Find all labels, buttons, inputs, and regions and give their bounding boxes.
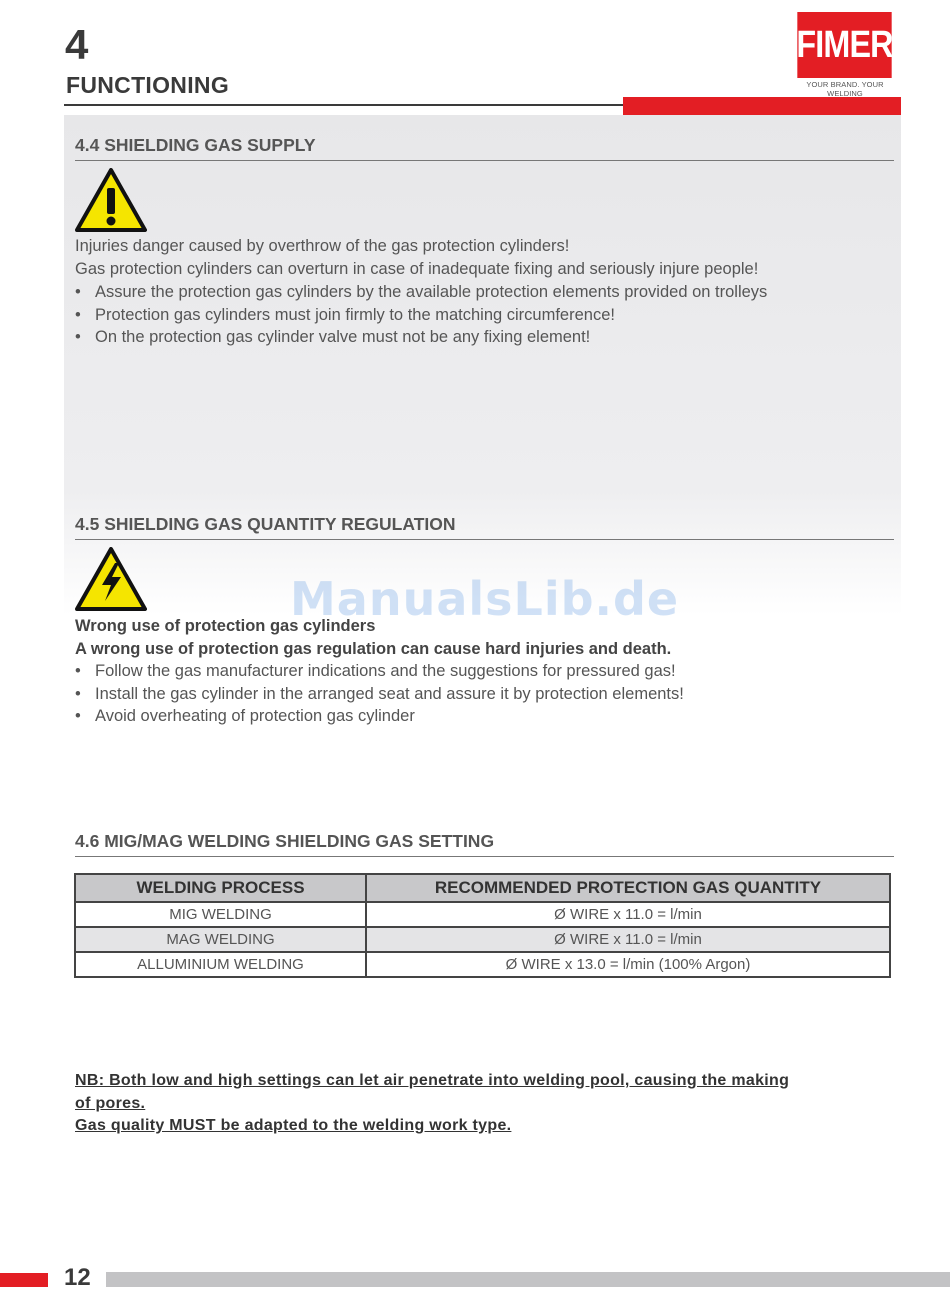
section-divider	[75, 160, 894, 161]
note-line-2: of pores.	[75, 1095, 146, 1112]
table-row	[75, 927, 890, 952]
table-cell: Ø WIRE x 11.0 = l/min	[366, 902, 890, 927]
content-background	[64, 115, 901, 615]
fimer-logo: FIMER	[797, 12, 891, 78]
warning-line-1: Wrong use of protection gas cylinders	[75, 617, 376, 635]
table-header-cell: WELDING PROCESS	[75, 874, 366, 902]
watermark: ManualsLib.de	[290, 572, 680, 626]
header-accent-bar	[623, 97, 901, 115]
section-heading-4-5: 4.5 SHIELDING GAS QUANTITY REGULATION	[75, 514, 456, 534]
warning-electric-icon	[75, 547, 147, 611]
warning-line-2: A wrong use of protection gas regulation can cause hard injuries and death.	[75, 640, 672, 658]
note-line-3: Gas quality MUST be adapted to the welding work type.	[75, 1117, 512, 1134]
section-divider	[75, 539, 894, 540]
section-heading-4-4: 4.4 SHIELDING GAS SUPPLY	[75, 135, 316, 155]
note-line-1: NB: Both low and high settings can let air penetrate into welding pool, causing the making	[75, 1072, 790, 1089]
header-divider	[64, 104, 624, 106]
warning-line-1: Injuries danger caused by overthrow of the gas protection cylinders!	[75, 237, 570, 255]
chapter-number: 4	[65, 21, 89, 68]
section-heading-4-6: 4.6 MIG/MAG WELDING SHIELDING GAS SETTING	[75, 831, 495, 851]
logo-tagline: YOUR BRAND. YOUR WELDING	[806, 80, 884, 98]
table-cell: MAG WELDING	[75, 927, 366, 952]
table-cell: Ø WIRE x 11.0 = l/min	[366, 927, 890, 952]
gas-setting-table	[74, 873, 891, 978]
chapter-title: FUNCTIONING	[66, 72, 230, 98]
table-row	[75, 952, 890, 977]
table-row	[75, 902, 890, 927]
table-header-row	[75, 874, 890, 902]
footer-accent-bar	[0, 1273, 48, 1287]
table-cell: Ø WIRE x 13.0 = l/min (100% Argon)	[366, 952, 890, 977]
table-cell: MIG WELDING	[75, 902, 366, 927]
warning-exclamation-icon	[75, 168, 147, 232]
table-cell: ALLUMINIUM WELDING	[75, 952, 366, 977]
table-header-cell: RECOMMENDED PROTECTION GAS QUANTITY	[366, 874, 890, 902]
footer-bar	[106, 1272, 950, 1287]
section-divider	[75, 856, 894, 857]
page-number: 12	[64, 1264, 91, 1291]
warning-line-2: Gas protection cylinders can overturn in case of inadequate fixing and seriously injure people!	[75, 260, 759, 278]
